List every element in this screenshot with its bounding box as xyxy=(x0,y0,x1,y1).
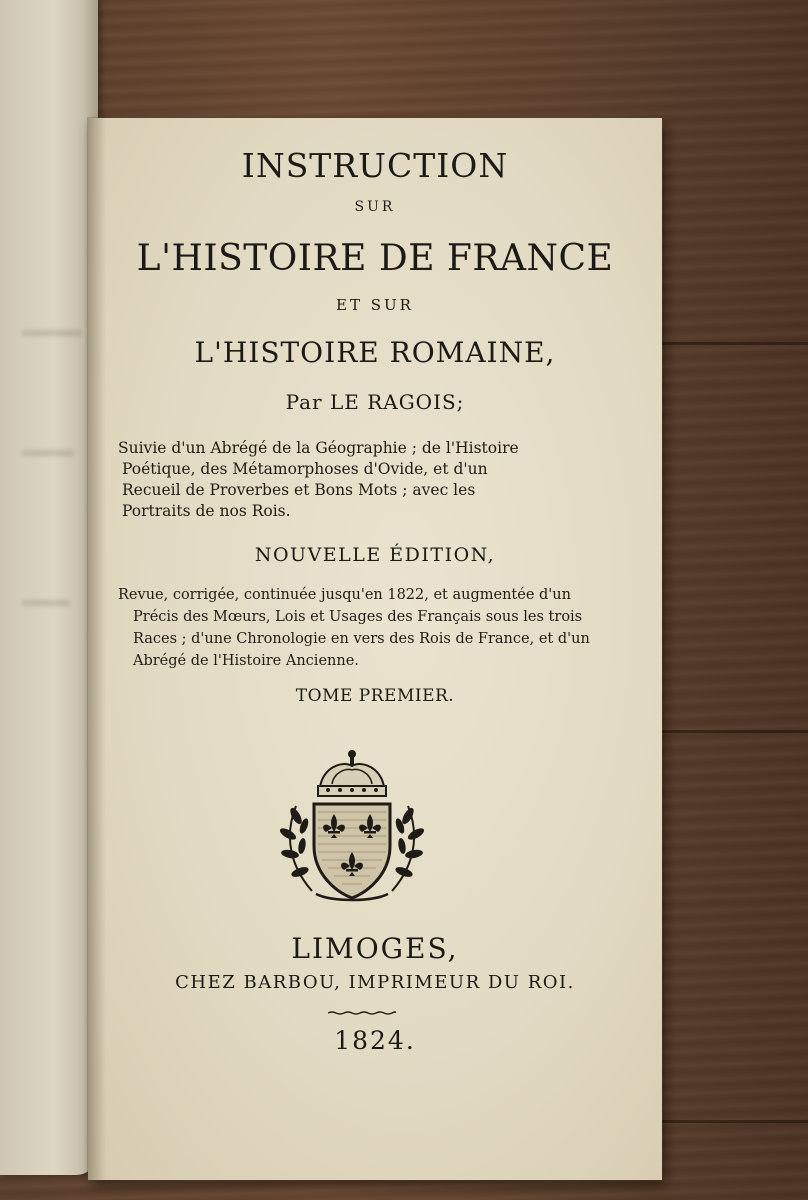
description-paragraph xyxy=(118,438,519,522)
printer-line: CHEZ BARBOU, IMPRIMEUR DU ROI. xyxy=(175,972,575,993)
edition-line: Races ; d'une Chronologie en vers des Rois de France, et d'un xyxy=(133,631,590,647)
edition-paragraph xyxy=(118,584,590,672)
conjunction-sur: SUR xyxy=(354,199,396,215)
description-line: Suivie d'un Abrégé de la Géographie ; de l'Histoire xyxy=(118,439,519,457)
edition-line: Revue, corrigée, continuée jusqu'en 1822, et augmentée d'un xyxy=(118,587,571,603)
title-line-3: L'HISTOIRE ROMAINE, xyxy=(194,336,556,369)
description-line: Poétique, des Métamorphoses d'Ovide, et d'un xyxy=(122,460,488,478)
ornamental-rule xyxy=(328,1011,396,1015)
wood-seam xyxy=(640,1120,808,1123)
edition-line: Précis des Mœurs, Lois et Usages des Français sous les trois xyxy=(133,609,583,625)
description-line: Recueil de Proverbes et Bons Mots ; avec les xyxy=(122,481,476,499)
wood-seam xyxy=(640,730,808,733)
conjunction-et-sur: ET SUR xyxy=(336,296,414,314)
title-line-1: INSTRUCTION xyxy=(241,146,509,185)
city-line: LIMOGES, xyxy=(291,932,459,965)
description-line: Portraits de nos Rois. xyxy=(122,502,291,520)
author-line: Par LE RAGOIS; xyxy=(285,390,465,414)
volume-label: TOME PREMIER. xyxy=(295,686,455,706)
edition-line: Abrégé de l'Histoire Ancienne. xyxy=(133,653,359,669)
edition-heading: NOUVELLE ÉDITION, xyxy=(254,544,496,566)
title-line-2: L'HISTOIRE DE FRANCE xyxy=(136,238,614,279)
publication-year: 1824. xyxy=(334,1026,416,1055)
facing-page xyxy=(0,0,98,1175)
wood-seam xyxy=(640,342,808,345)
royal-crest-fleur-de-lis-icon xyxy=(272,746,432,906)
